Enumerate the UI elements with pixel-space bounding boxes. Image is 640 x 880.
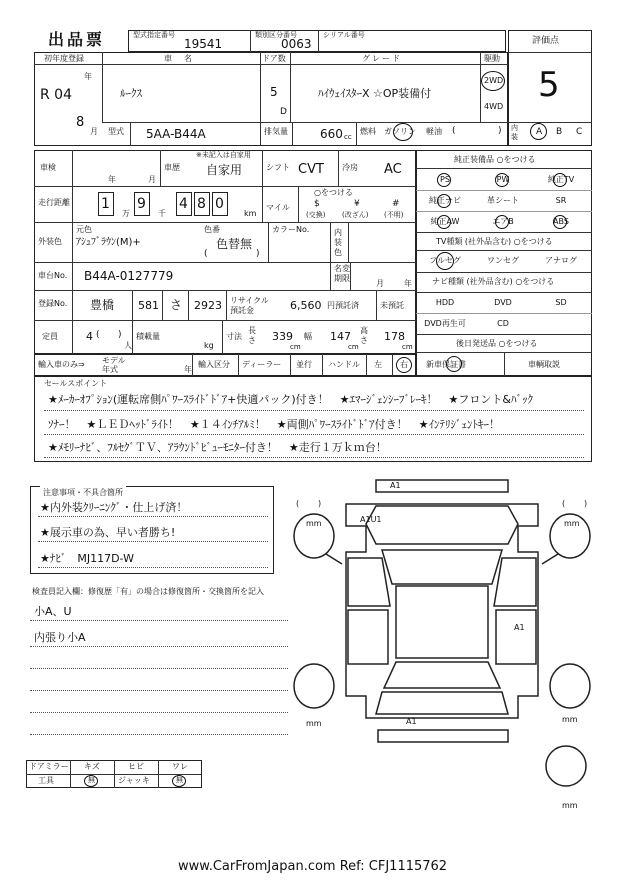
use-note: ※未記入は自家用 [196, 151, 251, 159]
capacity-value: 4 [86, 330, 93, 343]
reg-label: 登録No. [38, 299, 68, 308]
chassis-label: 車台No. [38, 271, 68, 280]
handle-left: 左 [374, 360, 382, 369]
capacity-paren-close: ) [118, 330, 122, 340]
inspector-rule [30, 620, 288, 621]
interior-color-label: 内装色 [334, 228, 342, 257]
mm-fl: mm [306, 519, 322, 528]
capacity-paren-open: ( [96, 330, 100, 340]
shift-value: CVT [298, 162, 324, 177]
legend-jack: ジャッキ [118, 776, 150, 785]
meter-swap-label: (交換) [306, 211, 326, 219]
inspector-rule [30, 734, 288, 735]
mileage-label: 走行距離 [38, 198, 70, 207]
later-warranty-circle [446, 356, 462, 372]
later-warranty: 新車保証書 [426, 360, 466, 369]
capacity-unit: 人 [124, 341, 132, 350]
navi-item: CD [497, 319, 509, 328]
interior-label: 内装 [511, 124, 518, 141]
meter-tamper-label: (改ざん) [342, 211, 369, 219]
roof-outline [396, 586, 488, 658]
name-change-month: 月 [376, 279, 384, 288]
width-value: 147 [330, 330, 351, 343]
mileage-digit: 8 [197, 196, 206, 212]
mm-spare: mm [562, 801, 578, 810]
model-year-unit: 年 [184, 365, 192, 374]
inspector-line-2: 内張り小A [34, 631, 86, 644]
shaken-label: 車検 [40, 163, 56, 172]
length-value: 339 [272, 330, 293, 343]
equipment-item-circle [495, 173, 509, 187]
mileage-digit: 4 [179, 196, 188, 212]
handle-right: 右 [400, 360, 408, 369]
grade-label: グレード [362, 54, 402, 63]
doors-value: 5 [270, 85, 278, 99]
type-no-label: 型式指定番号 [133, 31, 175, 39]
mark-left-front: A1U1 [360, 515, 382, 524]
fuel-gasoline-circle [393, 123, 413, 141]
car-damage-diagram [286, 474, 598, 814]
car-body-outline [346, 504, 538, 718]
mm-rr: mm [562, 715, 578, 724]
note-line-1: ★内外装ｸﾘｰﾆﾝｸﾞ・仕上げ済！ [40, 501, 188, 514]
color-no-field-label: カラーNo. [272, 225, 310, 234]
handle-label: ハンドル [328, 360, 360, 369]
reg-number: 2923 [194, 299, 222, 312]
navi-item: SD [555, 298, 567, 307]
first-reg-year-unit: 年 [84, 72, 92, 81]
meter-unknown-label: (不明) [384, 211, 404, 219]
equipment-item: エアB [492, 217, 514, 226]
parallel-label: 並行 [296, 360, 312, 369]
equipment-item: 革シート [487, 196, 519, 205]
model-label: 型式 [108, 127, 124, 136]
tv-item: フルセグ [429, 256, 461, 265]
rear-right-wheel [550, 664, 590, 708]
legend-scratch: キズ [84, 762, 100, 771]
mm-fr: mm [564, 519, 580, 528]
sales-points-label: セールスポイント [44, 379, 108, 388]
handle-right-circle [396, 357, 412, 373]
mm-rl: mm [306, 719, 322, 728]
equipment-item: 純正ナビ [429, 196, 461, 205]
equipment-row-line [416, 211, 592, 212]
fuel-label: 燃料 [360, 127, 376, 136]
drive-4wd: 4WD [484, 102, 504, 111]
equipment-item-circle [437, 173, 451, 187]
inspector-label: 検査員記入欄：修復歴「有」の場合は修復箇所・交換箇所を記入 [32, 587, 264, 596]
mileage-man-unit: 万 [122, 209, 130, 218]
equipment-item: PS [440, 175, 450, 184]
equipment-item-circle [437, 215, 451, 229]
navi-item: DVD [494, 298, 512, 307]
hood-outline [366, 506, 518, 544]
equipment-item: ABS [553, 217, 569, 226]
exterior-color-label: 外装色 [38, 237, 62, 246]
length-unit: cm [290, 343, 301, 351]
shift-label: シフト [266, 163, 290, 172]
right-front-door-outline [494, 558, 536, 606]
color-paren-open: ( [204, 249, 208, 259]
recycle-amount: 6,560 [290, 299, 322, 312]
doors-sub: D [280, 107, 287, 117]
recycle-label: リサイクル預託金 [230, 296, 269, 315]
orig-color-label: 元色 [76, 225, 92, 234]
interior-b: B [556, 127, 563, 137]
legend-jack-circle [172, 775, 186, 787]
first-reg-label: 初年度登録 [44, 54, 84, 63]
navi-row-line [416, 313, 592, 314]
inspector-rule [30, 712, 288, 713]
width-unit: cm [348, 343, 359, 351]
legend-tools-circle [84, 775, 98, 787]
mileage-thousand-unit: 千 [158, 209, 166, 218]
legend-tools: 工具 [38, 776, 54, 785]
car-name-label: 車 名 [164, 54, 194, 63]
color-repaint: 色替無 [216, 237, 253, 251]
mark-right-rear: A1 [514, 623, 525, 632]
sales-line-2: ｿﾅｰ！ ★ＬＥＤﾍｯﾄﾞﾗｲﾄ！ ★１４ｲﾝﾁｱﾙﾐ！ ★両側ﾊﾟﾜｰｽﾗｲﾄﾞﾄﾞｱ付き！ ★ｲﾝﾃﾘｼﾞｪﾝﾄｷｰ！ [48, 418, 500, 431]
mile-label: マイル [266, 203, 290, 212]
length-label: 長さ [248, 326, 256, 345]
note-line-2: ★展示車の為、早い者勝ち! [40, 526, 176, 539]
first-reg-month-unit: 月 [90, 127, 98, 136]
paren-fl-open: ( [296, 499, 300, 508]
legend-door-mirror: ドアミラー [29, 762, 69, 771]
inspector-rule [30, 646, 288, 647]
disp-unit: cc [344, 133, 352, 141]
reg-class: 581 [138, 299, 159, 312]
right-rear-door-outline [496, 610, 536, 664]
footer-watermark: www.CarFromJapan.com Ref: CFJ1115762 [178, 859, 448, 874]
notes-label: 注意事項・不具合箇所 [43, 488, 123, 497]
mark-front-bumper: A1 [390, 481, 401, 490]
height-label: 高さ [360, 326, 368, 345]
left-rear-door-outline [348, 610, 388, 664]
recycle-unpaid: 未預託 [380, 301, 404, 310]
legend-tools-value: 無 [88, 776, 95, 784]
doors-label: ドア数 [262, 54, 286, 63]
drive-2wd: 2WD [484, 76, 504, 85]
interior-c: C [576, 127, 583, 137]
sales-line-3: ★ﾒﾓﾘｰﾅﾋﾞ、ﾌﾙｾｸﾞＴＶ、ｱﾗｳﾝﾄﾞﾋﾞｭｰﾓﾆﾀｰ付き！ ★走行１万ｋｍ台！ [48, 441, 387, 454]
ac-value: AC [384, 162, 402, 177]
meter-unknown-mark: # [392, 199, 400, 209]
later-manual: 車輌取説 [528, 360, 560, 369]
equipment-item-circle [553, 173, 567, 187]
interior-a-circle [530, 123, 547, 140]
tv-item: アナログ [545, 256, 577, 265]
load-label: 積載量 [136, 332, 160, 341]
navi-header: ナビ種類 (社外品含む) ○をつける [432, 277, 555, 286]
equipment-item-circle [437, 194, 451, 208]
tv-fullseg-circle [436, 252, 454, 270]
navi-item: HDD [435, 298, 455, 307]
mileage-digit: 0 [215, 196, 224, 212]
inspector-rule [30, 668, 288, 669]
class-no-label: 類別区分番号 [255, 31, 297, 39]
paren-fl-close: ) [318, 499, 322, 508]
equipment-item: SR [555, 196, 567, 205]
equipment-item: PW [496, 175, 510, 184]
rating-label: 評価点 [532, 36, 560, 46]
disp-value: 660 [320, 127, 343, 141]
fuel-diesel: 軽油 [426, 127, 442, 136]
orig-color-value: ｱｼｭﾌﾞﾗｳﾝ(M)+ [76, 237, 141, 248]
fuel-paren-open: ( [452, 126, 456, 136]
meter-circle-note: ○をつける [314, 188, 353, 197]
color-no-label: 色番 [204, 225, 220, 234]
model-value: 5AA-B44A [146, 127, 206, 141]
use-label: 車歴 [164, 163, 180, 172]
shaken-year-unit: 年 [108, 175, 116, 184]
meter-tamper-mark: ¥ [354, 199, 360, 209]
rear-bumper-outline [378, 730, 508, 742]
equipment-item: 純正AW [430, 217, 460, 226]
paren-fr-close: ) [584, 499, 588, 508]
height-unit: cm [402, 343, 413, 351]
use-value: 自家用 [206, 163, 243, 177]
legend-jack-value: 無 [176, 776, 183, 784]
rear-left-wheel [294, 664, 334, 708]
import-class-label: 輸入区分 [198, 360, 230, 369]
mileage-digit: 9 [137, 196, 146, 212]
fuel-paren-close: ) [498, 126, 502, 136]
class-no-value: 0063 [281, 37, 312, 51]
capacity-label: 定員 [42, 332, 58, 341]
size-label: 寸法 [226, 332, 242, 341]
disp-label: 排気量 [264, 127, 288, 136]
mileage-km-unit: km [244, 209, 257, 218]
drive-2wd-circle [481, 71, 505, 91]
fuel-gasoline: ガソリン [384, 127, 416, 136]
inspector-line-1: 小A、U [34, 605, 72, 618]
dealer-label: ディーラー [242, 360, 282, 369]
color-paren-close: ) [256, 249, 260, 259]
car-name: ﾙｰｸｽ [120, 87, 142, 100]
left-front-door-outline [348, 558, 390, 606]
tv-item: ワンセグ [487, 256, 519, 265]
left-mirror-line [326, 554, 342, 564]
equipment-item-circle [495, 215, 509, 229]
width-label: 幅 [304, 332, 312, 341]
first-reg-month: 8 [76, 115, 85, 130]
reg-kana: さ [170, 298, 183, 312]
equipment-row-line [416, 190, 592, 191]
equipment-header: 純正装備品 ○をつける [454, 155, 536, 164]
inspector-rule [30, 690, 288, 691]
mileage-digit: 1 [101, 196, 110, 212]
reg-area: 豊橋 [90, 298, 115, 312]
grade-value: ﾊｲｳｪｲｽﾀｰX ☆OP装備付 [318, 87, 432, 100]
name-change-label: 名変期限 [334, 264, 350, 283]
sheet-title: 出品票 [48, 30, 106, 49]
spare-tire [546, 746, 586, 786]
tv-header: TV種類 (社外品含む) ○をつける [436, 237, 553, 246]
rating-value: 5 [538, 65, 560, 105]
navi-item: DVD再生可 [424, 319, 466, 328]
sales-line-1: ★ﾒｰｶｰｵﾌﾟｼｮﾝ(運転席側ﾊﾟﾜｰｽﾗｲﾄﾞﾄﾞｱ+快適パック)付き！ ★ｴﾏｰｼﾞｪﾝｼｰﾌﾞﾚｰｷ！ ★フロント&ﾊﾞｯｸ [48, 393, 533, 406]
recycle-unit: 円預託済 [327, 301, 359, 310]
windshield-outline [382, 550, 502, 584]
load-unit: kg [204, 341, 214, 350]
shaken-month-unit: 月 [148, 175, 156, 184]
serial-label: シリアル番号 [323, 31, 365, 39]
paren-fr-open: ( [562, 499, 566, 508]
chassis-value: B44A-0127779 [84, 269, 174, 283]
first-reg-year: R 04 [40, 87, 72, 103]
interior-a: A [536, 127, 543, 137]
legend-crack: ヒビ [128, 762, 144, 771]
inspection-block [34, 150, 416, 354]
meter-swap-mark: $ [314, 199, 320, 209]
equipment-item: 純正TV [547, 175, 575, 184]
ac-label: 冷房 [342, 163, 358, 172]
mark-tailgate: A1 [406, 717, 417, 726]
type-no-value: 19541 [184, 37, 223, 51]
model-year-label: モデル年式 [102, 356, 126, 374]
drive-label: 駆動 [484, 54, 500, 63]
equipment-item-circle [553, 215, 567, 229]
right-mirror-line [542, 554, 558, 564]
tailgate-outline [376, 692, 508, 714]
legend-break: ワレ [172, 762, 188, 771]
name-change-day: 年 [404, 279, 412, 288]
later-header: 後日発送品 ○をつける [456, 339, 538, 348]
note-line-3: ★ﾅﾋﾞ MJ117D-W [40, 552, 134, 565]
import-label: 輸入車のみ⇒ [38, 360, 85, 369]
height-value: 178 [384, 330, 405, 343]
rear-glass-outline [384, 662, 500, 688]
